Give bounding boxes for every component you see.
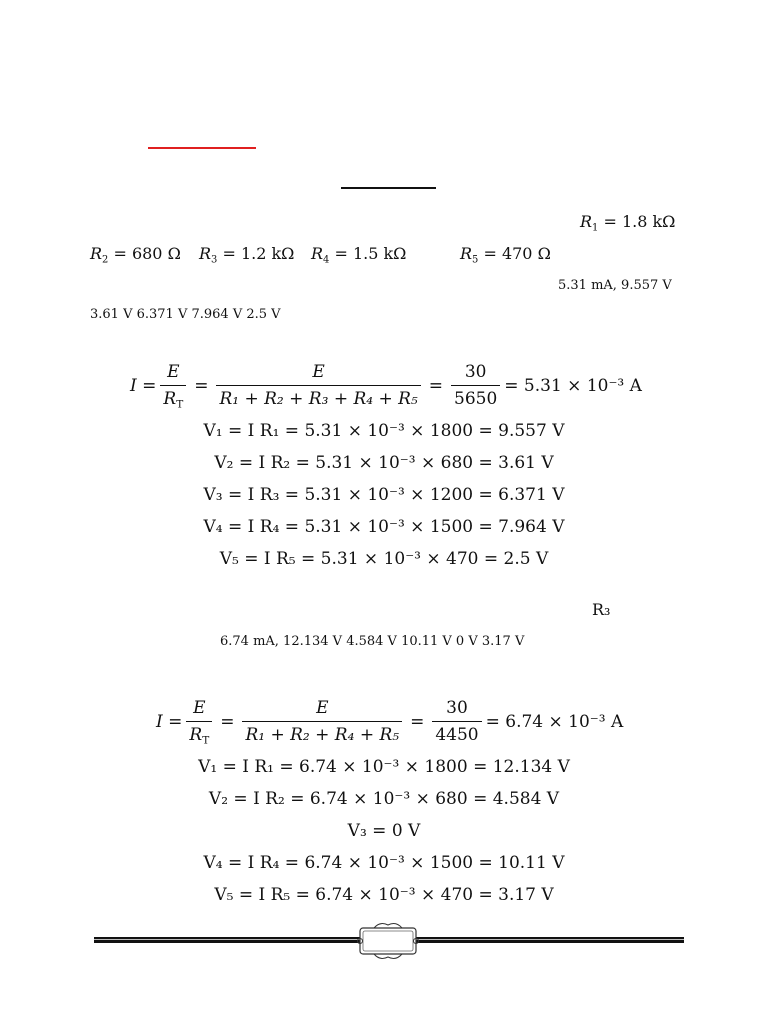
v2-equation-2: V₂ = I R₂ = 6.74 × 10⁻³ × 680 = 4.584 V	[208, 789, 560, 809]
v5-equation-2: V₅ = I R₅ = 6.74 × 10⁻³ × 470 = 3.17 V	[214, 885, 554, 905]
v3-equation-2: V₃ = 0 V	[347, 821, 421, 841]
red-underline	[148, 147, 256, 149]
given-r2: $R_2 = 680$ Ω	[90, 244, 181, 266]
ornament-frame-icon	[354, 920, 422, 962]
r3-label: R₃	[592, 600, 611, 619]
given-r1: $R_1 = 1.8$ kΩ	[580, 212, 676, 234]
fraction-e-over-rt-2: $\frac{E}{R_T}$	[186, 698, 212, 745]
answers1-line-a: 5.31 mA, 9.557 V	[558, 278, 672, 293]
v1-equation-2: V₁ = I R₁ = 6.74 × 10⁻³ × 1800 = 12.134 V	[198, 757, 570, 777]
current-equation-2: I = $\frac{E}{R_T}$ = $\frac{E}{\text{R₁ + R₂ + R₄ + R₅}}$ = $\frac{30}{4450}$ = 6.74 × 10⁻³ A	[156, 698, 624, 747]
v4-equation-2: V₄ = I R₄ = 6.74 × 10⁻³ × 1500 = 10.11 V	[203, 853, 565, 873]
given-r4: $R_4 = 1.5$ kΩ	[311, 244, 407, 266]
v4-equation-1: V₄ = I R₄ = 5.31 × 10⁻³ × 1500 = 7.964 V	[203, 517, 565, 537]
fraction-e-over-sum: $\frac{E}{\text{R₁ + R₂ + R₃ + R₄ + R₅}}$	[216, 362, 420, 409]
fraction-numeric: $\frac{30}{5650}$	[451, 362, 500, 409]
given-r5: $R_5 = 470$ Ω	[460, 244, 551, 266]
given-r3: $R_3 = 1.2$ kΩ	[199, 244, 295, 266]
fraction-numeric-2: $\frac{30}{4450}$	[432, 698, 481, 745]
fraction-e-over-rt: $\frac{E}{R_T}$	[160, 362, 186, 409]
fraction-e-over-sum-2: $\frac{E}{\text{R₁ + R₂ + R₄ + R₅}}$	[242, 698, 402, 745]
answers1-line-b: 3.61 V 6.371 V 7.964 V 2.5 V	[90, 307, 281, 322]
v3-equation-1: V₃ = I R₃ = 5.31 × 10⁻³ × 1200 = 6.371 V	[203, 485, 565, 505]
v5-equation-1: V₅ = I R₅ = 5.31 × 10⁻³ × 470 = 2.5 V	[219, 549, 549, 569]
heading-underline	[341, 187, 436, 189]
answers2-line: 6.74 mA, 12.134 V 4.584 V 10.11 V 0 V 3.17 V	[220, 634, 525, 649]
current-equation-1: I = $\frac{E}{R_T}$ = $\frac{E}{\text{R₁ + R₂ + R₃ + R₄ + R₅}}$ = $\frac{30}{5650}$ = 5.31 × 10⁻³ A	[130, 362, 642, 411]
v1-equation-1: V₁ = I R₁ = 5.31 × 10⁻³ × 1800 = 9.557 V	[203, 421, 565, 441]
v2-equation-1: V₂ = I R₂ = 5.31 × 10⁻³ × 680 = 3.61 V	[214, 453, 554, 473]
